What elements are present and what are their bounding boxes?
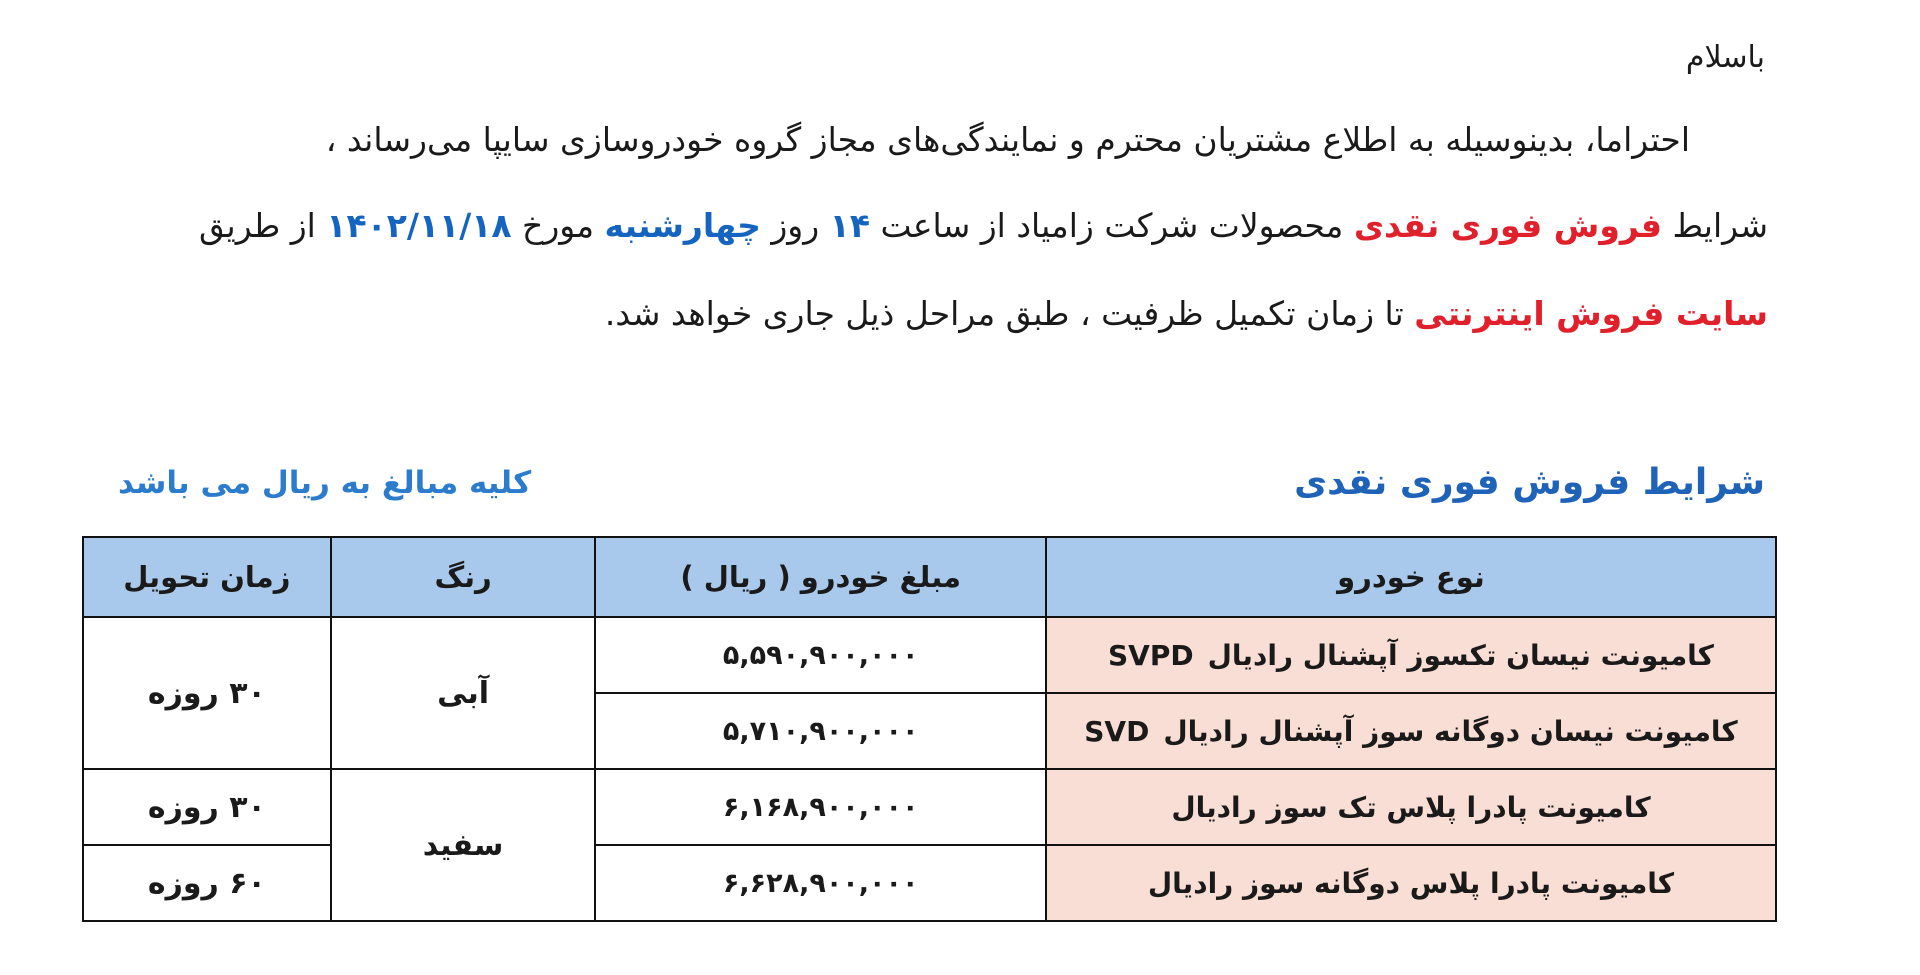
section-title: شرایط فروش فوری نقدی [1294, 462, 1765, 503]
start-hour: ۱۴ [829, 206, 870, 245]
header-delivery-time: زمان تحویل [83, 537, 331, 617]
vehicle-name: کامیونت پادرا پلاس دوگانه سوز رادیال [1147, 866, 1675, 900]
start-day: چهارشنبه [604, 206, 761, 245]
sales-channel-line [605, 292, 1768, 336]
header-price: مبلغ خودرو ( ریال ) [595, 537, 1046, 617]
header-vehicle-type: نوع خودرو [1046, 537, 1776, 617]
table-row [83, 617, 1776, 693]
model-code: SVD [1084, 714, 1150, 748]
text-fragment: تا زمان تکمیل ظرفیت ، طبق مراحل ذیل جاری خواهد شد. [604, 294, 1415, 333]
intro-line: احتراما، بدینوسیله به اطلاع مشتریان محترم و نمایندگی‌های مجاز گروه خودروسازی سایپا می‌رساند ، [325, 120, 1690, 159]
vehicle-name: کامیونت نیسان دوگانه سوز آپشنال رادیال [1163, 714, 1738, 748]
text-fragment: روز [760, 206, 830, 245]
color-cell: سفید [331, 769, 596, 921]
table-row [83, 769, 1776, 845]
price-cell: ۵,۷۱۰,۹۰۰,۰۰۰ [595, 693, 1046, 769]
table-header-row [83, 537, 1776, 617]
delivery-cell: ۳۰ روزه [83, 769, 331, 845]
text-fragment: شرایط [1661, 206, 1768, 245]
delivery-cell: ۶۰ روزه [83, 845, 331, 921]
text-fragment: از طریق [199, 206, 327, 245]
header-color: رنگ [331, 537, 596, 617]
price-cell: ۶,۱۶۸,۹۰۰,۰۰۰ [595, 769, 1046, 845]
vehicle-cell [1046, 617, 1776, 693]
vehicle-cell [1046, 845, 1776, 921]
vehicle-cell [1046, 769, 1776, 845]
sales-site-highlight: سایت فروش اینترنتی [1414, 294, 1768, 333]
sale-type-highlight: فروش فوری نقدی [1353, 206, 1662, 245]
color-cell: آبی [331, 617, 596, 769]
vehicle-name: کامیونت پادرا پلاس تک سوز رادیال [1171, 790, 1651, 824]
greeting: باسلام [1685, 40, 1765, 75]
text-fragment: محصولات شرکت زامیاد از ساعت [869, 206, 1354, 245]
text-fragment: مورخ [511, 206, 605, 245]
sale-conditions-line [199, 204, 1768, 248]
start-date: ۱۴۰۲/۱۱/۱۸ [326, 206, 512, 245]
price-table [82, 536, 1777, 922]
price-cell: ۵,۵۹۰,۹۰۰,۰۰۰ [595, 617, 1046, 693]
price-cell: ۶,۶۲۸,۹۰۰,۰۰۰ [595, 845, 1046, 921]
delivery-cell: ۳۰ روزه [83, 617, 331, 769]
vehicle-name: کامیونت نیسان تکسوز آپشنال رادیال [1207, 638, 1714, 672]
model-code: SVPD [1108, 638, 1194, 672]
currency-note: کلیه مبالغ به ریال می باشد [118, 465, 532, 501]
vehicle-cell [1046, 693, 1776, 769]
